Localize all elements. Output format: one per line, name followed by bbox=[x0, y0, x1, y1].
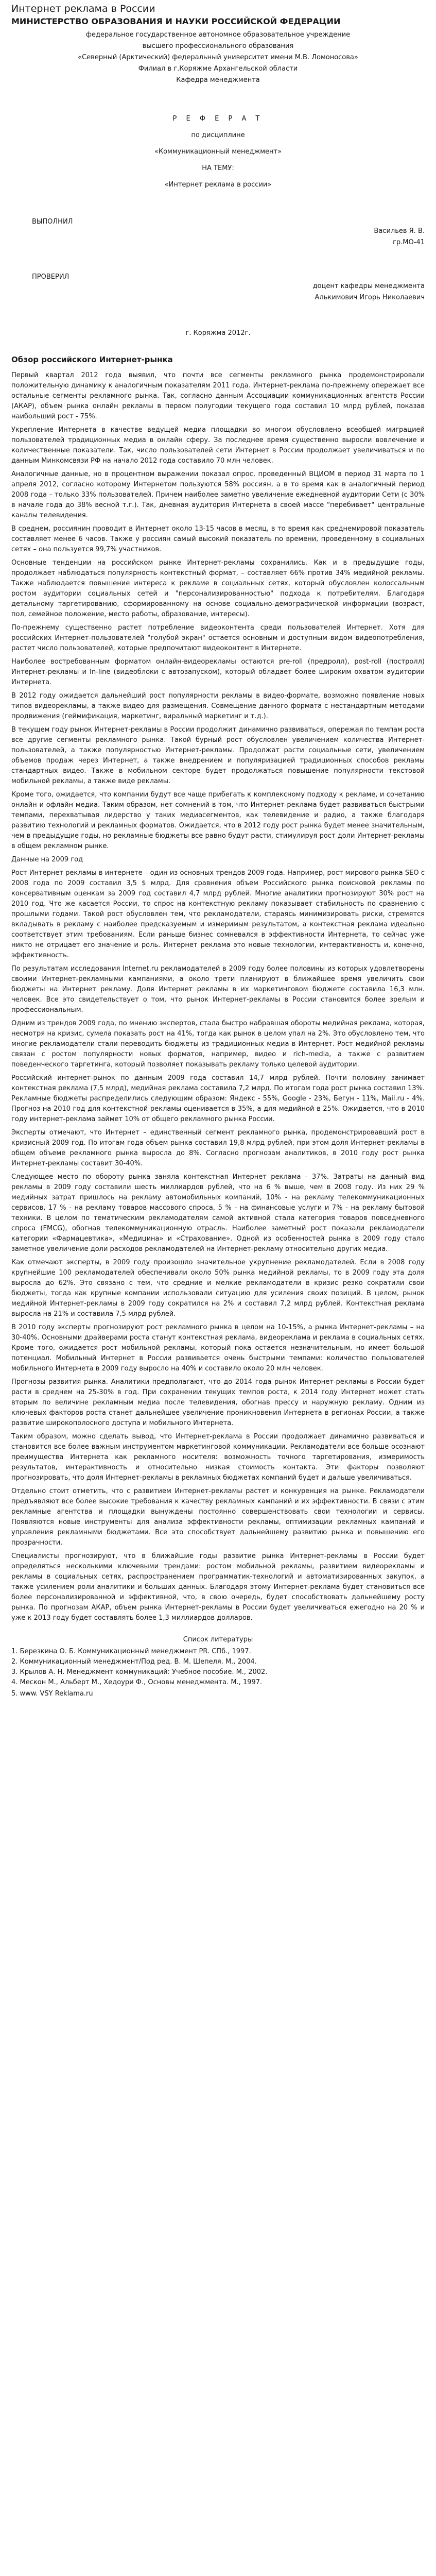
source-link[interactable]: 5. www. VSY Reklama.ru bbox=[11, 1690, 93, 1698]
reference-item: 1. Березкина О. Б. Коммуникационный менеджмент PR. СПб., 1997. bbox=[11, 1648, 251, 1655]
topic-name: «Интернет реклама в россии» bbox=[164, 181, 272, 189]
discipline-name: «Коммуникационный менеджмент» bbox=[154, 148, 282, 156]
fed-line-3: Филиал в г.Коряжме Архангельской области bbox=[138, 65, 298, 73]
paragraph: В 2012 году ожидается дальнейший рост популярности рекламы в видео-формате, возможно появление новых типов видеорекламы, а также видео для размещения. Совмещение данного формата с нестандартным методами продвижения (геймификация, маркетинг, виральный маркетинг и т.д.). bbox=[11, 692, 425, 720]
paragraph: Данные на 2009 год bbox=[11, 856, 83, 863]
paragraph: По результатам исследования Internet.ru рекламодателей в 2009 году более половины из которых удовлетворены своими Интернет-рекламными кампаниями, а около трети планируют в ближайшее время увеличить свои бюджеты на Интернет рекламу. Доля Интернет рекламы в их маркетинговом бюджете составила 16,3 млн. человек. Все это свидетельствует о том, что рынок Интернет-рекламы в России становится более зрелым и профессиональным. bbox=[11, 965, 425, 1014]
paragraph: По-прежнему существенно растет потребление видеоконтента среди пользователей Интернет. Хотя для российских Интернет-пользователей "голубой экран" остается основным и доступным видом видеопотребления, растет число пользователей, которые предпочитают видеоконтент в Интернете. bbox=[11, 624, 425, 652]
fed-line-1: высшего профессионального образования bbox=[142, 42, 294, 50]
paragraph: Специалисты прогнозируют, что в ближайшие годы развитие рынка Интернет-рекламы в России будет определяться несколькими ключевыми трендами: ростом мобильной рекламы, развитием видеорекламы и рекламы в социальных сетях, распространением программатик-технологий и автоматизированных закупок, а также усилением роли аналитики и больших данных. Благодаря этому Интернет-реклама будет становиться все более персонализированной и эффективной, что, в свою очередь, будет способствовать дальнейшему росту рынка. По прогнозам АКАР, объем рынка Интернет-рекламы в России будет увеличиваться ежегодно на 20 % и уже к 2013 году будет составлять более 1,3 миллиардов долларов. bbox=[11, 1552, 425, 1622]
paragraph: Аналогичные данные, но в процентном выражении показал опрос, проведенный ВЦИОМ в период 31 марта по 1 апреля 2012, согласно которому Интернетом пользуются 58% россиян, а в то время как в аналогичный период 2008 года – только 33% пользователей. Причем наиболее заметно увеличение ежедневной аудитории Сети (с 30% в начале года до 38% весной т.г.). Так, дневная аудитория Интернета в своей массе "перебивает" центральные каналы телевидения. bbox=[11, 470, 425, 519]
article-body bbox=[11, 370, 425, 1623]
paragraph: Кроме того, ожидается, что компании будут все чаще прибегать к комплексному подходу к рекламе, и сочетанию онлайн и офлайн медиа. Таким образом, нет сомнений в том, что Интернет-реклама будет развиваться быстрыми темпами, перехватывая лидерство у таких медиасегментов, как телевидение и радио, а также благодаря развитию технологий и рекламных форматов. Ожидается, что в 2012 году рост рынка будет менее значительным, чем в предыдущие годы, но рекламные бюджеты все равно будут расти, стимулируя рост доли Интернет-рекламы в общем рекламном рынке. bbox=[11, 791, 425, 850]
city-year: г. Коряжма 2012г. bbox=[185, 329, 251, 337]
paragraph: В текущем году рынок Интернет-рекламы в России продолжит динамично развиваться, опережая по темпам роста все другие сегменты рекламного рынка. Такой бурный рост обусловлен увеличением количества Интернет-пользователей, а также популярностью Интернет-рекламы. Продолжат расти социальные сети, увеличением объемов продаж через Интернет, а также внедрением и популяризацией традиционных способов рекламы стандартных видео. Также в мобильном секторе будет продолжаться повышение популярности текстовой мобильной рекламы, а также виде рекламы. bbox=[11, 726, 425, 785]
paragraph: Таким образом, можно сделать вывод, что Интернет-реклама в России продолжает динамично развиваться и становится все более важным инструментом маркетинговой коммуникации. Рекламодатели все больше осознают преимущества Интернета как рекламного носителя: возможность точного таргетирования, измеримость результатов, интерактивность и относительно низкая стоимость контакта. Эти факторы позволяют прогнозировать, что доля Интернет-рекламы в рекламных бюджетах компаний будет и дальше увеличиваться. bbox=[11, 1433, 425, 1482]
references-heading: Список литературы bbox=[183, 1636, 253, 1643]
ministry-heading: МИНИСТЕРСТВО ОБРАЗОВАНИЯ И НАУКИ РОССИЙСКОЙ ФЕДЕРАЦИИ bbox=[11, 16, 341, 26]
paragraph: Российский интернет-рынок по данным 2009 года составил 14,7 млрд рублей. Почти половину занимает контекстная реклама (7,5 млрд), медийная реклама составила 7,2 млрд. По итогам года рост рынка составил 13%. Рекламные бюджеты распределились следующим образом: Яндекс - 55%, Google - 23%, Бегун - 11%, Mail.ru - 4%. Прогноз на 2010 год для контекстной рекламы оценивается в 35%, а для медийной в 25%. Ожидается, что в 2010 году интернет-реклама займет 10% от общего рекламного рынка России. bbox=[11, 1074, 425, 1123]
teacher-title: доцент кафедры менеджмента bbox=[312, 282, 425, 290]
document-title: Интернет реклама в России bbox=[11, 3, 155, 14]
checked-label: ПРОВЕРИЛ bbox=[32, 273, 69, 281]
paragraph: В среднем, россиянин проводит в Интернет около 13-15 часов в месяц, в то время как среднемировой показатель составляет менее 6 часов. Также у россиян самый высокий показатель по времени, проведенному в социальных сетях – она пользуется 99,7% участников. bbox=[11, 525, 425, 553]
reference-item: 4. Мескон М., Альберт М., Хедоури Ф., Основы менеджмента. М., 1997. bbox=[11, 1679, 263, 1686]
fed-line-2: «Северный (Арктический) федеральный университет имени М.В. Ломоносова» bbox=[78, 54, 358, 61]
teacher-block bbox=[11, 281, 425, 303]
performed-label: ВЫПОЛНИЛ bbox=[32, 218, 73, 226]
paragraph: Рост Интернет рекламы в интернете – один из основных трендов 2009 года. Например, рост мирового рынка SEO с 2008 года по 2009 составил 3,5 $ млрд. Для сравнения объем Российского рынка поисковой рекламы по консервативным оценкам за 2009 год составил 4,7 млрд рублей. Многие аналитики прогнозируют 30% рост на 2010 год. Что же касается России, то спрос на контекстную рекламу показывает стабильность по сравнению с прошлыми годами. Такой рост обусловлен тем, что рекламодатели, стараясь минимизировать риски, стремятся вкладывать в рекламу с наиболее предсказуемым и измеримым результатом, а контекстная реклама идеально соответствует этим требованиям. Если раньше бизнес сомневался в эффективности Интернета, то сейчас уже никто не отрицает его значение и роль. Интернет реклама это новые технологии, интерактивность и, конечно, эффективность. bbox=[11, 869, 425, 959]
title-block bbox=[11, 111, 425, 193]
topic-label: НА ТЕМУ: bbox=[202, 164, 234, 172]
student-group: гр.МО-41 bbox=[393, 239, 425, 246]
paragraph: Одним из трендов 2009 года, по мнению экспертов, стала быстро набравшая обороты медийная реклама, которая, несмотря на кризис, сумела показать рост на 41%, тогда как рынок в целом упал на 2%. Это обусловлено тем, что многие рекламодатели стали переводить бюджеты из традиционных медиа в Интернет. Рост медийной рекламы связан с ростом популярности новых форматов, например, видео и rich-media, а также с развитием поведенческого таргетинга, который позволяет показывать рекламу только целевой аудитории. bbox=[11, 1020, 425, 1069]
paragraph: Отдельно стоит отметить, что с развитием Интернет-рекламы растет и конкуренция на рынке. Рекламодатели предъявляют все более высокие требования к качеству рекламных кампаний и их эффективности. В связи с этим рекламные агентства и площадки вынуждены постоянно совершенствовать свои технологии и сервисы. Появляются новые инструменты для анализа эффективности рекламы, оптимизации рекламных кампаний и управления рекламными бюджетами. Все это способствует дальнейшему развитию рынка и повышению его прозрачности. bbox=[11, 1487, 425, 1547]
paragraph: Первый квартал 2012 года выявил, что почти все сегменты рекламного рынка продемонстрировали положительную динамику к аналогичным показателям 2011 года. Интернет-реклама по-прежнему опережает все остальные сегменты рекламного рынка. Так, согласно данным Ассоциации коммуникационных агентств России (АКАР), объем рынка онлайн рекламы в первом полугодии текущего года составил 10 млрд рублей, показав наибольший рост - 75%. bbox=[11, 371, 425, 420]
teacher-name: Алькимович Игорь Николаевич bbox=[315, 294, 425, 301]
paragraph: Как отмечают эксперты, в 2009 году произошло значительное укрупнение рекламодателей. Если в 2008 году крупнейшие 100 рекламодателей обеспечивали около 50% рынка медийной рекламы, то в 2009 году эта доля выросла до 62%. Это связано с тем, что средние и мелкие рекламодатели в кризис резко сократили свои бюджеты, тогда как крупные компании использовали ситуацию для усиления своих позиций. В целом, рынок медийной Интернет-рекламы в 2009 году сократился на 2% и составил 7,2 млрд рублей. Контекстная реклама выросла на 21% и составила 7,5 млрд рублей. bbox=[11, 1259, 425, 1318]
student-block bbox=[11, 226, 425, 248]
fed-line-4: Кафедра менеджмента bbox=[176, 76, 260, 84]
paragraph: Эксперты отмечают, что Интернет – единственный сегмент рекламного рынка, продемонстрировавший рост в кризисный 2009 год. По итогам года объем рынка составил 19,8 млрд рублей, при этом доля Интернет-рекламы в общем объеме рекламного рынка выросла до 8%. Согласно прогнозам аналитиков, в 2010 году рост рынка Интернет-рекламы составит 30-40%. bbox=[11, 1129, 425, 1167]
references-list bbox=[11, 1647, 425, 1688]
student-name: Васильев Я. В. bbox=[374, 227, 425, 235]
paragraph: Прогнозы развития рынка. Аналитики предполагают, что до 2014 года рынок Интернет-рекламы в России будет расти в среднем на 25-30% в год. При сохранении текущих темпов роста, к 2014 году Интернет может стать вторым по величине рекламным медиа после телевидения, обогнав прессу и наружную рекламу. Одним из ключевых факторов роста станет дальнейшее увеличение проникновения Интернета в регионах России, а также развитие широкополосного доступа и мобильного Интернета. bbox=[11, 1378, 425, 1427]
reference-item: 2. Коммуникационный менеджмент/Под ред. В. М. Шепеля. М., 2004. bbox=[11, 1658, 257, 1666]
paragraph: Наиболее востребованным форматом онлайн-видеорекламы остаются pre-roll (предролл), post-roll (постролл) Интернет-рекламы и In-line (видеоблоки с автозапуском), который обладает более широким охватом аудитории Интернета. bbox=[11, 658, 425, 686]
fed-line-0: федеральное государственное автономное образовательное учреждение bbox=[85, 31, 351, 39]
paragraph: В 2010 году эксперты прогнозируют рост рекламного рынка в целом на 10-15%, а рынка Интернет-рекламы – на 30-40%. Основными драйверами роста станут контекстная реклама, видеореклама и реклама в социальных сетях. Кроме того, ожидается рост мобильной рекламы, который пока остается незначительным, но имеет большой потенциал. Мобильный Интернет в России развивается очень быстрыми темпами: количество пользователей мобильного Интернета в 2009 году выросло на 40% и составило около 20 млн человек. bbox=[11, 1324, 425, 1372]
paragraph: Следующее место по обороту рынка заняла контекстная Интернет реклама - 37%. Затраты на данный вид рекламы в 2009 году составили шесть миллиардов рублей, что на 6 % выше, чем в 2008 году. Из них 29 % медийных затрат пришлось на рекламу автомобильных компаний, 10% - на рекламу телекоммуникационных сервисов, 17 % - на рекламу товаров массового спроса, 5 % - на финансовые услуги и 7% - на рекламу бытовой техники. В целом по тематическим рекламодателям самой активной стала категория товаров повседневного спроса (FMCG), обогнав телекоммуникационную отрасль. Наиболее заметный рост показали рекламодатели категории «Фармацевтика», «Медицина» и «Страхование». Одной из особенностей рынка в 2009 году стало заметное увеличение доли расходов рекламодателей на Интернет-рекламу относительно других медиа. bbox=[11, 1173, 425, 1253]
report-label: Р Е Ф Е Р А Т bbox=[172, 115, 264, 123]
paragraph: Укрепление Интернета в качестве ведущей медиа площадки во многом обусловлено всеобщей миграцией пользователей традиционных медиа в онлайн сферу. За последнее время существенно выросли вовлечение и количественные показатели. Так, число пользователей сети Интернет в России продолжает увеличиваться и по данным Минкомсвязи РФ на начало 2012 года составило 70 млн человек. bbox=[11, 426, 425, 465]
paragraph: Основные тенденции на российском рынке Интернет-рекламы сохранились. Как и в предыдущие годы, продолжает наблюдаться популярность контекстный формат, – составляет 66% против 34% медийной рекламы. Также наблюдается повышение интереса к рекламе в социальных сетях, который обусловлен колоссальным ростом аудитории социальных сетей и "персонализированностью" подхода к потребителям. Благодаря детальному таргетированию, сформированному на основе социально-демографической информации (возраст, пол, семейное положение, место работы, образование, интересы). bbox=[11, 559, 425, 618]
reference-item: 3. Крылов А. Н. Менеджмент коммуникаций: Учебное пособие. М., 2002. bbox=[11, 1668, 268, 1676]
discipline-label: по дисциплине bbox=[191, 131, 245, 139]
section-heading: Обзор российского Интернет-рынка bbox=[11, 355, 173, 364]
